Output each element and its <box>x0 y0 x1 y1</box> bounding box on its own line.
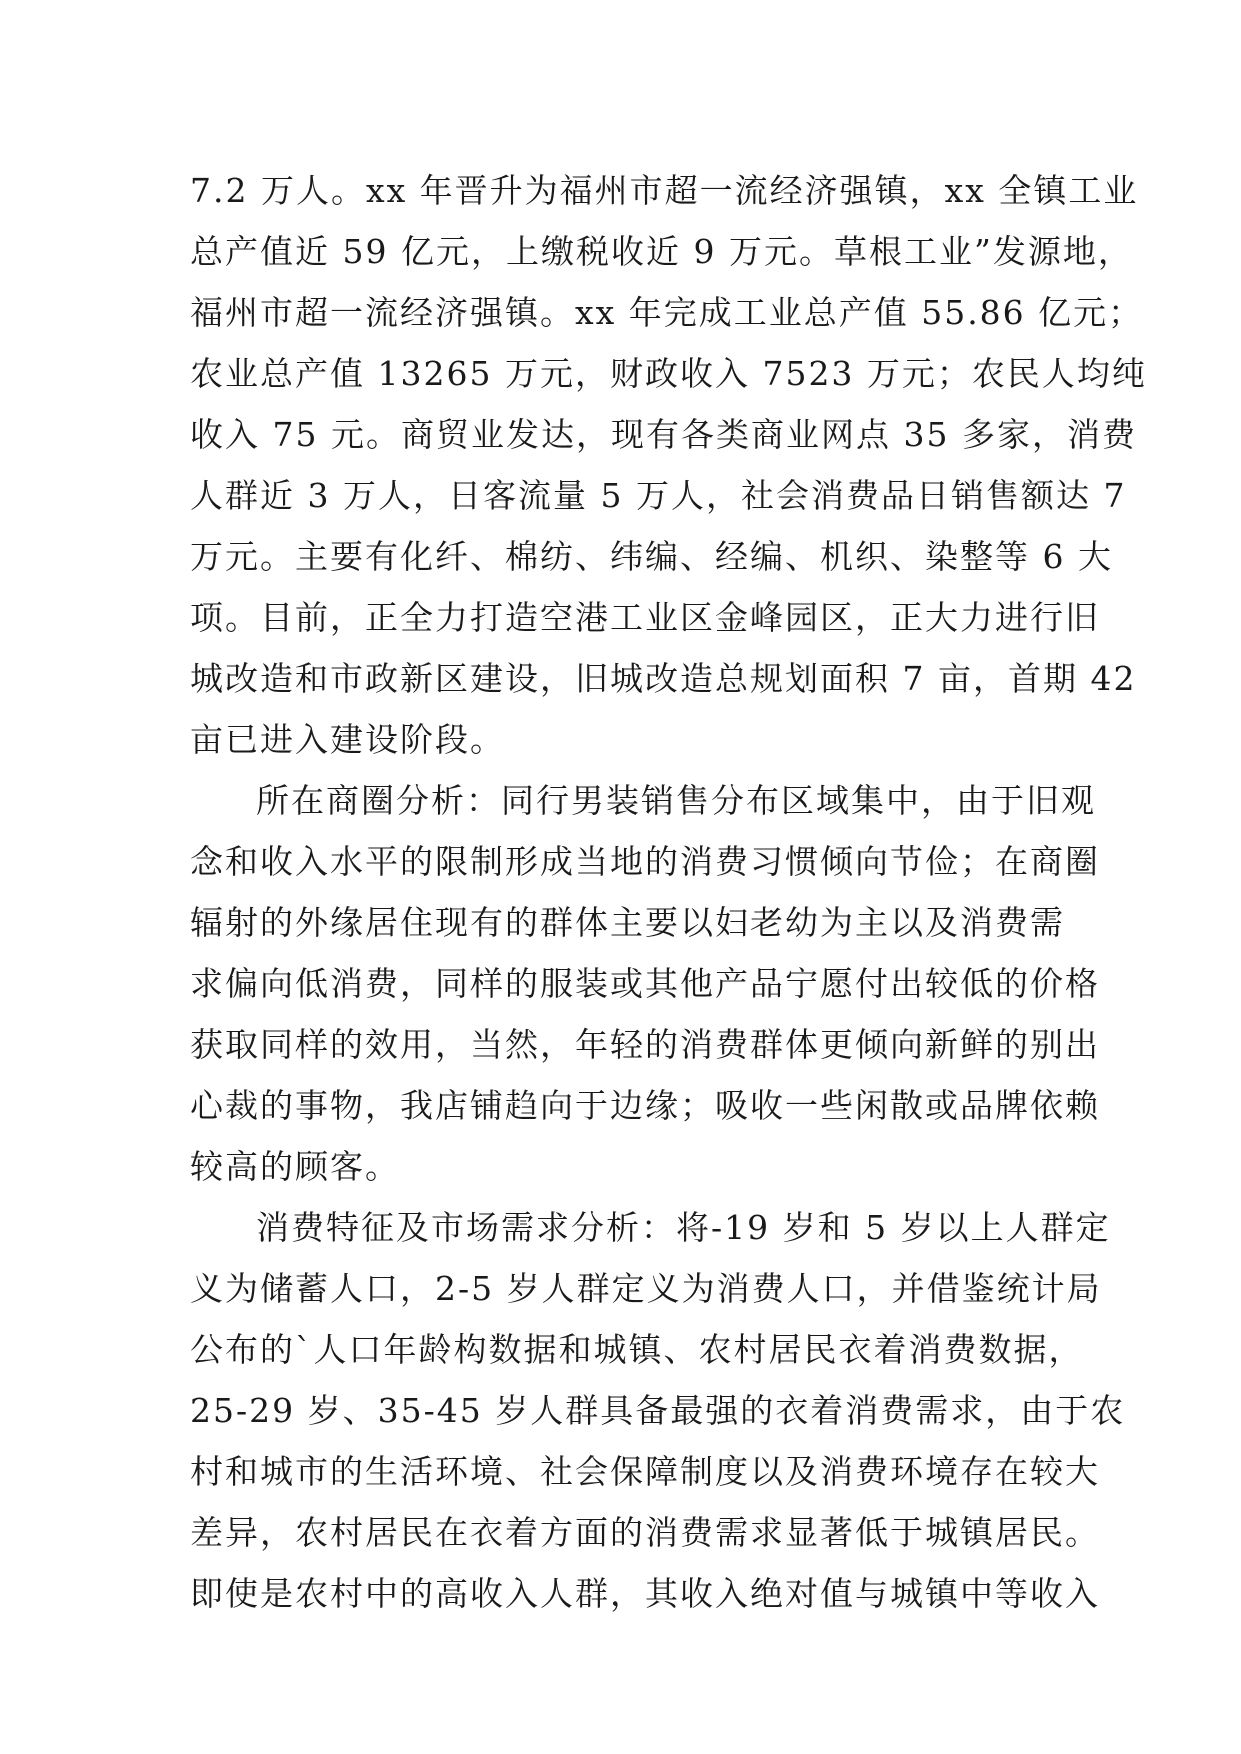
text-line: 村和城市的生活环境、社会保障制度以及消费环境存在较大 <box>190 1452 1100 1491</box>
text-line: 福州市超一流经济强镇。xx 年完成工业总产值 55.86 亿元； <box>190 293 1144 332</box>
text-line: 即使是农村中的高收入人群，其收入绝对值与城镇中等收入 <box>190 1574 1100 1613</box>
text-line: 总产值近 59 亿元，上缴税收近 9 万元。草根工业”发源地， <box>190 232 1133 271</box>
text-line: 公布的`人口年龄构数据和城镇、农村居民衣着消费数据， <box>190 1330 1084 1369</box>
text-line: 城改造和市政新区建设，旧城改造总规划面积 7 亩，首期 42 <box>190 659 1137 698</box>
text-line: 万元。主要有化纤、棉纺、纬编、经编、机织、染整等 6 大 <box>190 537 1113 576</box>
text-line: 项。目前，正全力打造空港工业区金峰园区，正大力进行旧 <box>190 598 1100 637</box>
text-line: 差异，农村居民在衣着方面的消费需求显著低于城镇居民。 <box>190 1513 1100 1552</box>
text-line: 亩已进入建设阶段。 <box>190 720 505 759</box>
text-line: 人群近 3 万人，日客流量 5 万人，社会消费品日销售额达 7 <box>190 476 1127 515</box>
text-line: 求偏向低消费，同样的服装或其他产品宁愿付出较低的价格 <box>190 964 1100 1003</box>
text-line: 辐射的外缘居住现有的群体主要以妇老幼为主以及消费需 <box>190 903 1065 942</box>
paragraph-consumption-analysis <box>190 1197 1126 1624</box>
text-line: 消费特征及市场需求分析：将-19 岁和 5 岁以上人群定 <box>256 1208 1111 1247</box>
paragraph-trade-area-analysis <box>190 770 1100 1197</box>
text-line: 所在商圈分析：同行男装销售分布区域集中，由于旧观 <box>256 781 1096 820</box>
text-line: 义为储蓄人口，2-5 岁人群定义为消费人口，并借鉴统计局 <box>190 1269 1102 1308</box>
text-line: 获取同样的效用，当然，年轻的消费群体更倾向新鲜的别出 <box>190 1025 1100 1064</box>
text-line: 较高的顾客。 <box>190 1147 400 1186</box>
text-line: 收入 75 元。商贸业发达，现有各类商业网点 35 多家，消费 <box>190 415 1137 454</box>
text-line: 25-29 岁、35-45 岁人群具备最强的衣着消费需求，由于农 <box>190 1391 1126 1430</box>
text-line: 7.2 万人。xx 年晋升为福州市超一流经济强镇，xx 全镇工业 <box>190 171 1139 210</box>
text-line: 农业总产值 13265 万元，财政收入 7523 万元；农民人均纯 <box>190 354 1147 393</box>
document-body <box>190 160 1147 1624</box>
text-line: 念和收入水平的限制形成当地的消费习惯倾向节俭；在商圈 <box>190 842 1100 881</box>
paragraph-economy <box>190 160 1147 770</box>
text-line: 心裁的事物，我店铺趋向于边缘；吸收一些闲散或品牌依赖 <box>190 1086 1100 1125</box>
